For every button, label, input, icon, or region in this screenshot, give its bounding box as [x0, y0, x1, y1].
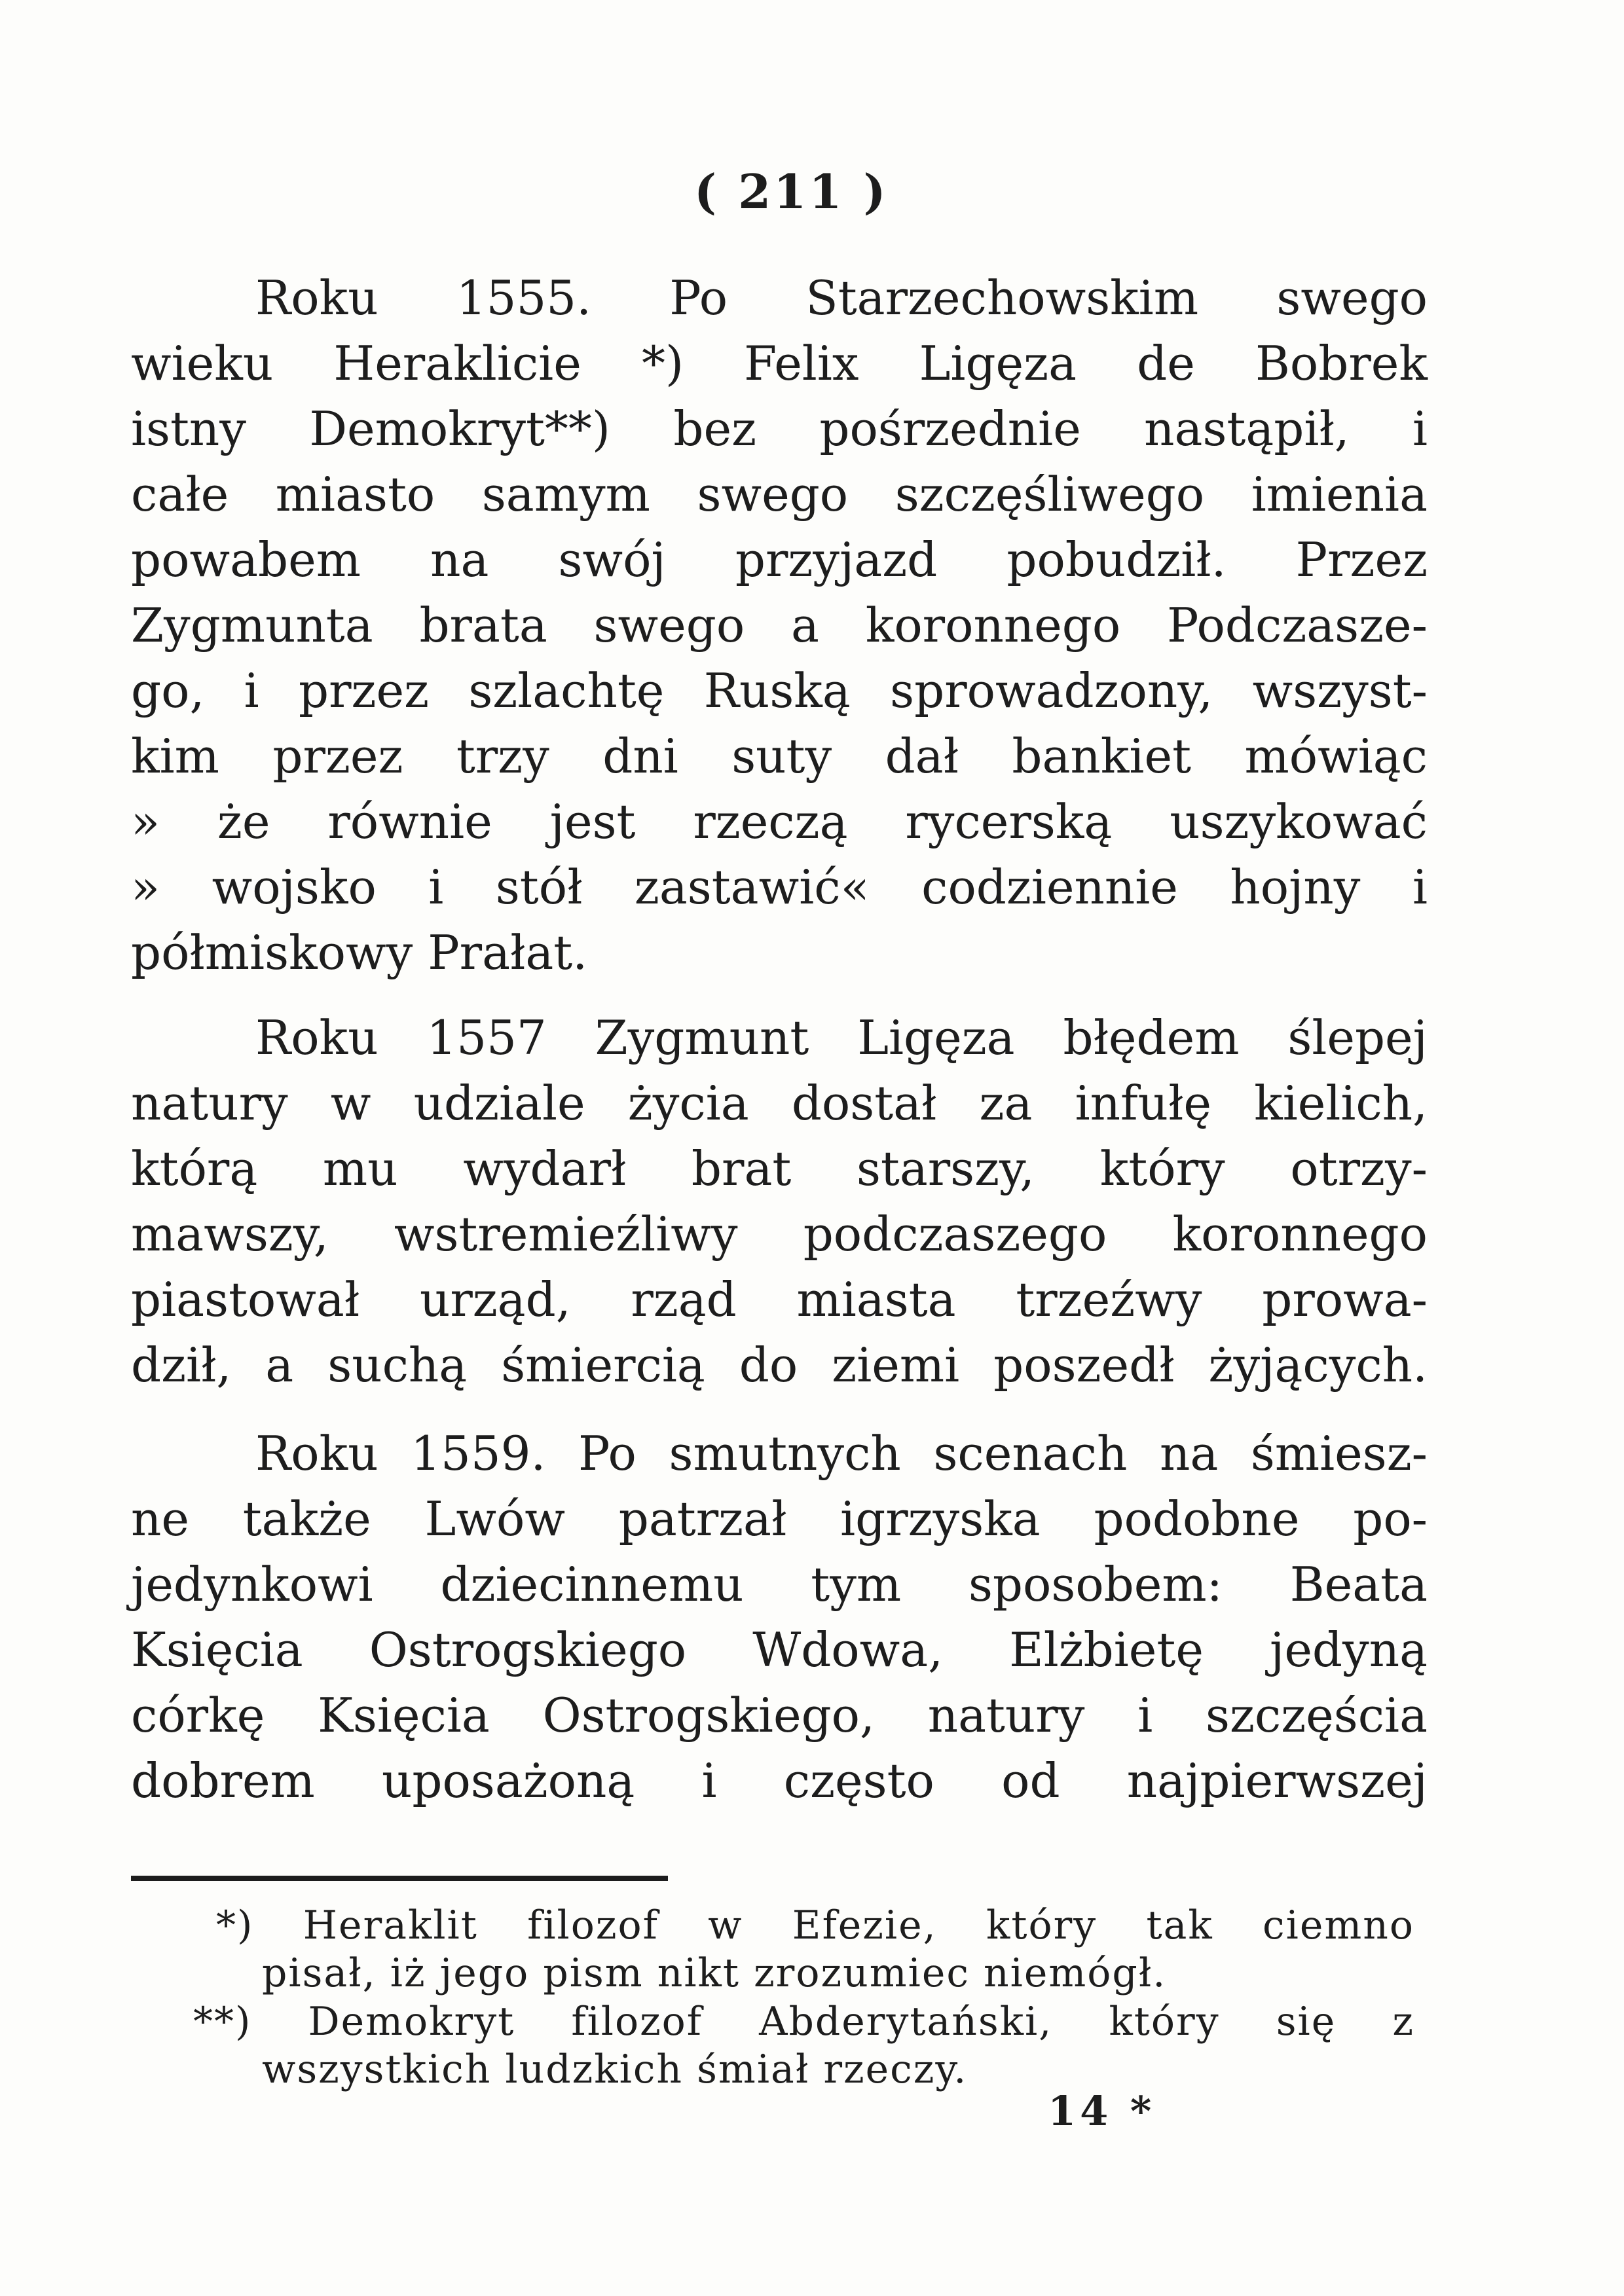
- paragraph-3-line-4: Księcia Ostrogskiego Wdowa, Elżbietę jedyną: [131, 1622, 1428, 1677]
- paragraph-1-line-10: » wojsko i stół zastawić« codziennie hojny i: [131, 860, 1428, 915]
- paragraph-2-line-3: którą mu wydarł brat starszy, który otrzy-: [131, 1141, 1428, 1196]
- paragraph-1-line-4: całe miasto samym swego szczęśliwego imienia: [131, 467, 1428, 522]
- footnote-1-line-1: *) Heraklit filozof w Efezie, który tak ciemno: [216, 1903, 1414, 1948]
- footnote-divider: [131, 1876, 668, 1881]
- paragraph-1-line-3: istny Demokryt**) bez pośrzednie nastąpił, i: [131, 401, 1428, 456]
- page-number: ( 211 ): [694, 164, 889, 219]
- footnote-1-line-2: pisał, iż jego pism nikt zrozumiec niemógł.: [262, 1950, 1167, 1996]
- paragraph-2-line-1: Roku 1557 Zygmunt Ligęza błędem ślepej: [255, 1010, 1428, 1065]
- paragraph-1-line-5: powabem na swój przyjazd pobudził. Przez: [131, 532, 1428, 587]
- paragraph-1-line-6: Zygmunta brata swego a koronnego Podczasze-: [131, 598, 1428, 653]
- paragraph-2-line-4: mawszy, wstremieźliwy podczaszego koronnego: [131, 1207, 1428, 1262]
- footnote-2-line-2: wszystkich ludzkich śmiał rzeczy.: [262, 2047, 968, 2092]
- paragraph-3-line-6: dobrem uposażoną i często od najpierwszej: [131, 1753, 1428, 1808]
- paragraph-1-line-2: wieku Heraklicie *) Felix Ligęza de Bobrek: [131, 336, 1428, 391]
- paragraph-1-line-9: » że równie jest rzeczą rycerską uszykować: [131, 794, 1428, 849]
- paragraph-2-line-2: natury w udziale życia dostał za infułę kielich,: [131, 1076, 1428, 1131]
- footnote-2-line-1: **) Demokryt filozof Abderytański, który się z: [193, 1999, 1414, 2045]
- paragraph-3-line-2: ne także Lwów patrzał igrzyska podobne po-: [131, 1491, 1428, 1546]
- paragraph-3-line-1: Roku 1559. Po smutnych scenach na śmiesz-: [255, 1426, 1428, 1481]
- paragraph-1-line-11: półmiskowy Prałat.: [131, 925, 588, 980]
- paragraph-3-line-5: córkę Księcia Ostrogskiego, natury i szczęścia: [131, 1688, 1428, 1743]
- paragraph-3-line-3: jedynkowi dziecinnemu tym sposobem: Beata: [131, 1557, 1428, 1612]
- paragraph-1-line-7: go, i przez szlachtę Ruską sprowadzony, wszyst-: [131, 663, 1428, 718]
- paragraph-1-line-1: Roku 1555. Po Starzechowskim swego: [255, 270, 1428, 325]
- signature-mark: 14 *: [1048, 2087, 1156, 2135]
- paragraph-1-line-8: kim przez trzy dni suty dał bankiet mówiąc: [131, 729, 1428, 784]
- paragraph-2-line-6: dził, a suchą śmiercią do ziemi poszedł żyjących.: [131, 1338, 1428, 1393]
- paragraph-2-line-5: piastował urząd, rząd miasta trzeźwy prowa-: [131, 1272, 1428, 1327]
